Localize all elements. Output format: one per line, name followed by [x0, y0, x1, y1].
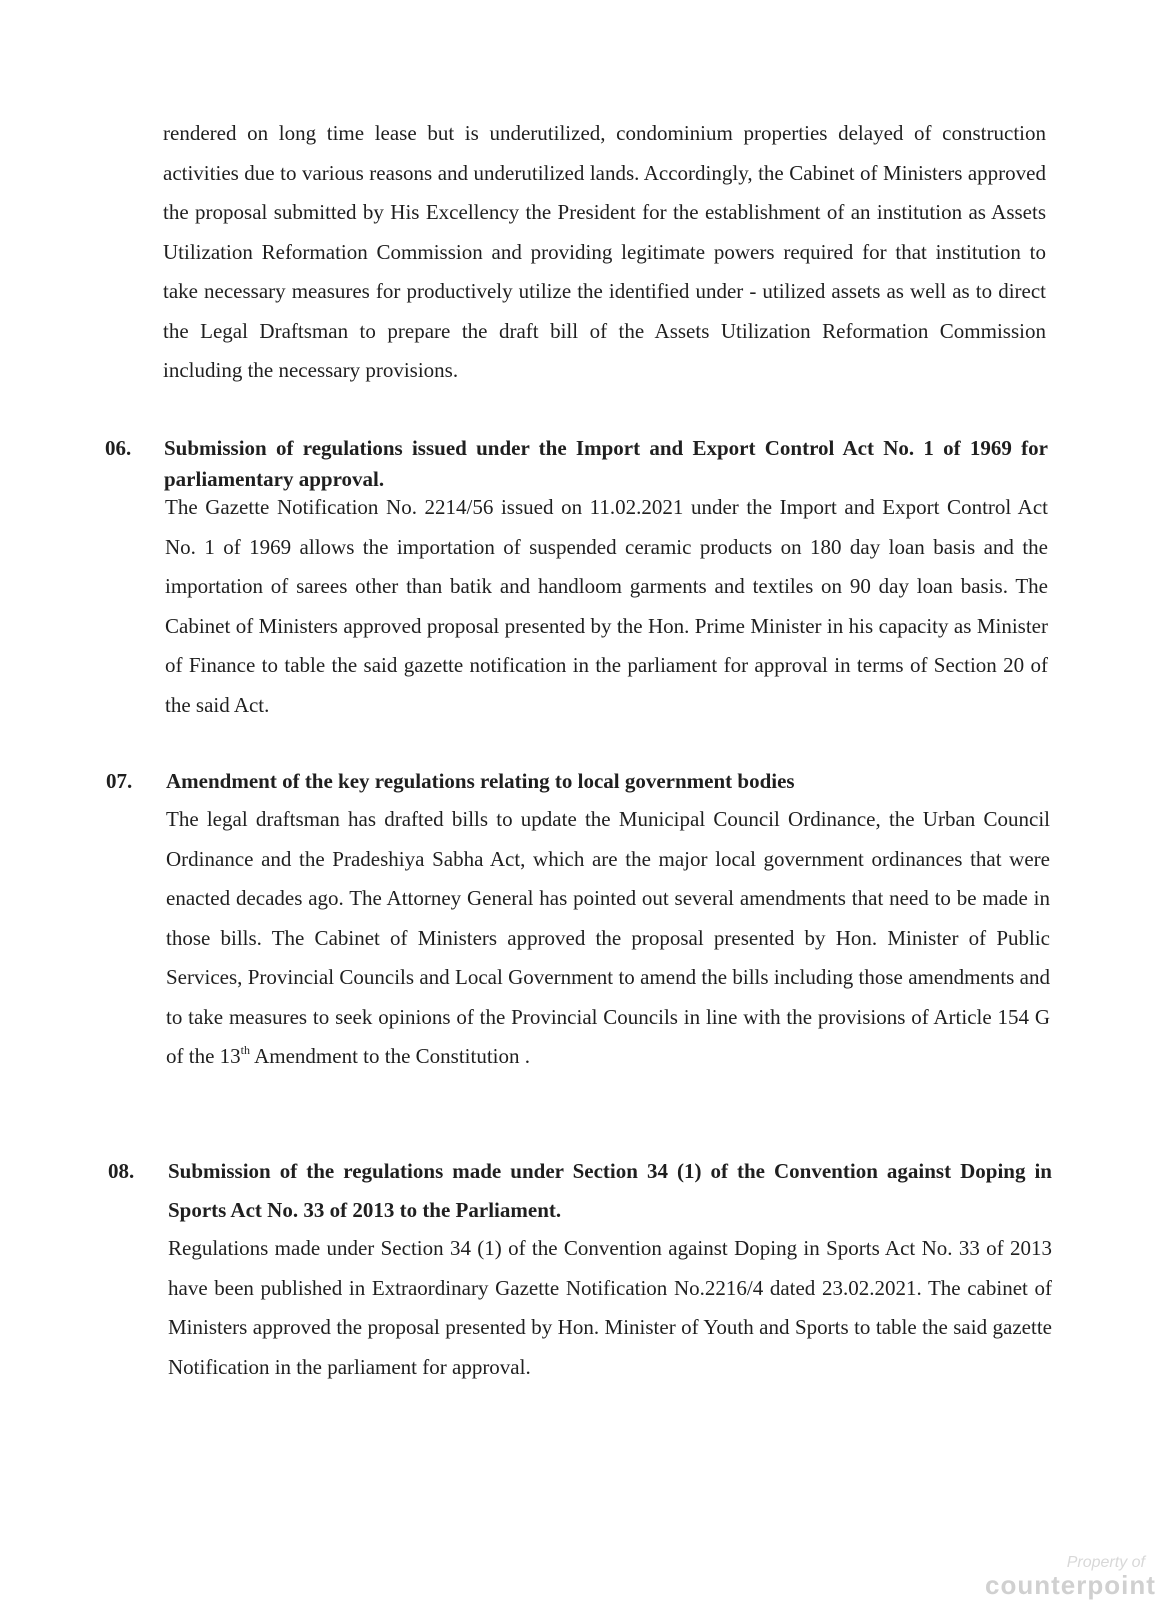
section-06-body: The Gazette Notification No. 2214/56 issued on 11.02.2021 under the Import and Export Control Act No. 1 of 1969 allows the importation of suspended ceramic products on 180 day loan basis and the importation of sarees other than batik and handloom garments and textiles on 90 day loan basis. The Cabinet of Ministers approved proposal presented by the Hon. Prime Minister in his capacity as Minister of Finance to table the said gazette notification in the parliament for approval in terms of Section 20 of the said Act. [165, 495, 1048, 717]
section-08-number: 08. [108, 1159, 135, 1183]
watermark-logo: counterpoint [985, 1570, 1156, 1600]
watermark [985, 1554, 1156, 1600]
section-06-title: Submission of regulations issued under the Import and Export Control Act No. 1 of 1969 for parliamentary approval. [164, 436, 1048, 491]
watermark-line1: Property of [1066, 1554, 1145, 1571]
section-06-number: 06. [105, 436, 132, 460]
section-07-body [166, 800, 1050, 1077]
intro-paragraph: rendered on long time lease but is underutilized, condominium properties delayed of construction activities due to various reasons and underutilized lands. Accordingly, the Cabinet of Ministers approved the proposal submitted by His Excellency the President for the establishment of an institution as Assets Utilization Reformation Commission and providing legitimate powers required for that institution to take necessary measures for productively utilize the identified under - utilized assets as well as to direct the Legal Draftsman to prepare the draft bill of the Assets Utilization Reformation Commission including the necessary provisions. [163, 121, 1046, 382]
section-08-body: Regulations made under Section 34 (1) of the Convention against Doping in Sports Act No. 33 of 2013 have been published in Extraordinary Gazette Notification No.2216/4 dated 23.02.2021. The cabinet of Ministers approved the proposal presented by Hon. Minister of Youth and Sports to table the said gazette Notification in the parliament for approval. [168, 1236, 1052, 1379]
section-07-superscript: th [240, 1043, 250, 1057]
section-07-title: Amendment of the key regulations relating to local government bodies [166, 769, 795, 793]
section-07-body-text-end: Amendment to the Constitution . [250, 1044, 530, 1068]
section-08-title: Submission of the regulations made under Section 34 (1) of the Convention against Doping in Sports Act No. 33 of 2013 to the Parliament. [168, 1159, 1052, 1222]
section-07-number: 07. [106, 769, 133, 793]
section-07-body-text: The legal draftsman has drafted bills to update the Municipal Council Ordinance, the Urban Council Ordinance and the Pradeshiya Sabha Act, which are the major local government ordinances that were enacted decades ago. The Attorney General has pointed out several amendments that need to be made in those bills. The Cabinet of Ministers approved the proposal presented by Hon. Minister of Public Services, Provincial Councils and Local Government to amend the bills including those amendments and to take measures to seek opinions of the Provincial Councils in line with the provisions of Article 154 G of the 13 [166, 807, 1050, 1068]
